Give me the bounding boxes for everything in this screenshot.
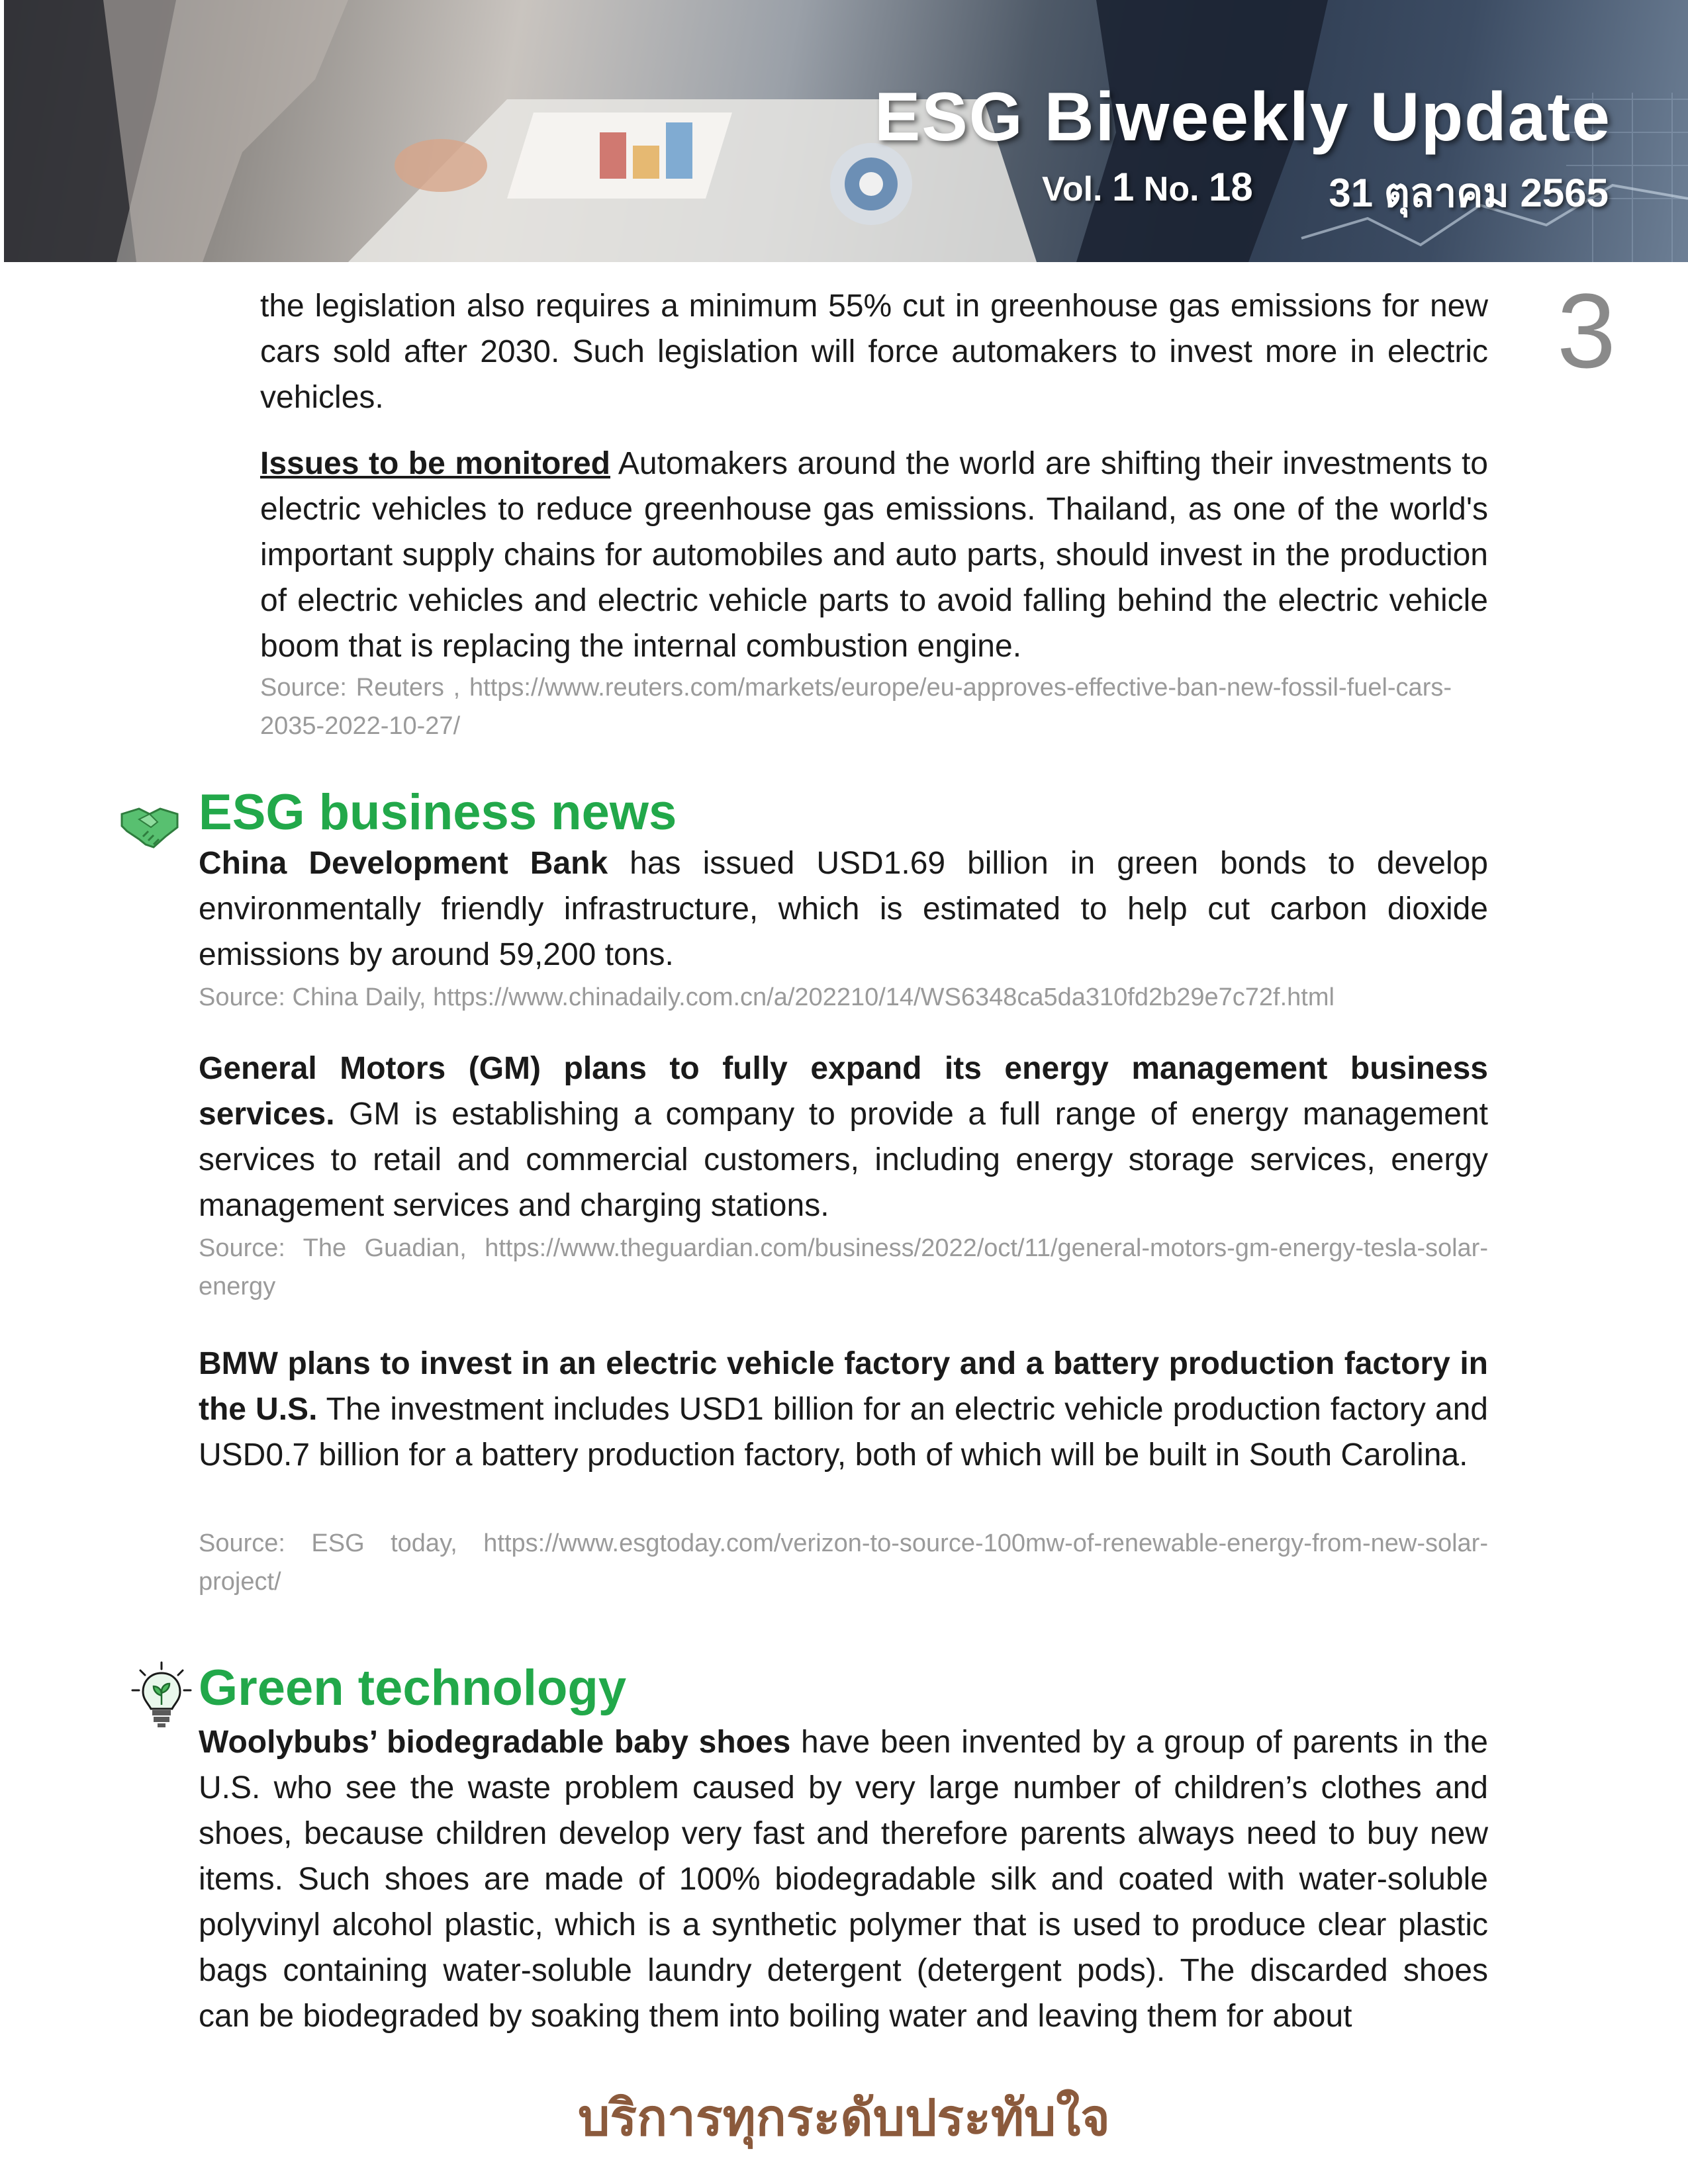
news-lead: General Motors (GM) plans to fully expand its energy management business services.	[199, 1051, 1488, 1132]
issue-date: 31 ตุลาคม 2565	[1329, 171, 1609, 215]
monitor-paragraph	[260, 441, 1488, 669]
news-item	[199, 1046, 1488, 1228]
issue-info	[1042, 164, 1253, 210]
news-text: GM is establishing a company to provide a full range of energy management services to retail and commercial customers, including energy storage services, energy management services and charging stations.	[199, 1097, 1488, 1223]
business-news-title: ESG business news	[199, 784, 677, 841]
lightbulb-plant-icon	[131, 1661, 192, 1730]
page-number: 3	[1557, 271, 1616, 390]
news-source[interactable]: Source: ESG today, https://www.esgtoday.com/verizon-to-source-100mw-of-renewable-energy-from-new-solar-project/	[199, 1529, 1488, 1596]
monitor-label: Issues to be monitored	[260, 446, 610, 481]
green-tech-paragraph	[199, 1719, 1488, 2039]
vol-number: 1	[1111, 165, 1135, 209]
news-item	[199, 1341, 1488, 1478]
news-source[interactable]: Source: China Daily, https://www.chinadaily.com.cn/a/202210/14/WS6348ca5da310fd2b29e7c72f.html	[199, 983, 1335, 1011]
issue-number: 18	[1208, 165, 1253, 209]
green-tech-text: have been invented by a group of parents in the U.S. who see the waste problem caused by very large number of children’s clothes and shoes, because children develop very fast and therefore parents always need to buy new items. Such shoes are made of 100% biodegradable silk and coated with water-soluble polyvinyl alcohol plastic, which is a synthetic polymer that is used to produce clear plastic bags containing water-soluble laundry detergent (detergent pods). The discarded shoes can be biodegraded by soaking them into boiling water and leaving them for about	[199, 1725, 1489, 2034]
vol-label: Vol.	[1042, 170, 1103, 208]
news-lead: BMW plans to invest in an electric vehicle factory and a battery production factory in the U.S.	[199, 1346, 1488, 1427]
green-tech-lead: Woolybubs’ biodegradable baby shoes	[199, 1725, 791, 1760]
news-item	[199, 841, 1488, 978]
newsletter-title: ESG Biweekly Update	[874, 79, 1611, 156]
news-text: The investment includes USD1 billion for an electric vehicle production factory and USD0.7 billion for a battery production factory, both of which will be built in South Carolina.	[199, 1392, 1489, 1473]
no-label: No.	[1143, 170, 1199, 208]
green-technology-title: Green technology	[199, 1660, 627, 1716]
news-source[interactable]: Source: The Guadian, https://www.theguardian.com/business/2022/oct/11/general-motors-gm-energy-tesla-solar-energy	[199, 1234, 1488, 1300]
monitor-text: Automakers around the world are shifting their investments to electric vehicles to reduce greenhouse gas emissions. Thailand, as one of the world's important supply chains for automobiles and auto parts, should invest in the production of electric vehicles and electric vehicle parts to avoid falling behind the electric vehicle boom that is replacing the internal combustion engine.	[260, 446, 1488, 664]
header-banner	[4, 0, 1688, 262]
news-lead: China Development Bank	[199, 846, 608, 881]
intro-paragraph: the legislation also requires a minimum 55% cut in greenhouse gas emissions for new cars sold after 2030. Such legislation will force automakers to invest more in electric vehicles.	[260, 289, 1488, 415]
footer-slogan: บริการทุกระดับประทับใจ	[578, 2088, 1110, 2147]
intro-source-text[interactable]: Source: Reuters , https://www.reuters.com/markets/europe/eu-approves-effective-ban-new-fossil-fuel-cars-2035-2022-10-27/	[260, 674, 1452, 740]
intro-source[interactable]	[260, 668, 1452, 745]
handshake-icon	[119, 805, 180, 851]
news-text: has issued USD1.69 billion in green bonds to develop environmentally friendly infrastructure, which is estimated to help cut carbon dioxide emissions by around 59,200 tons.	[199, 846, 1489, 972]
